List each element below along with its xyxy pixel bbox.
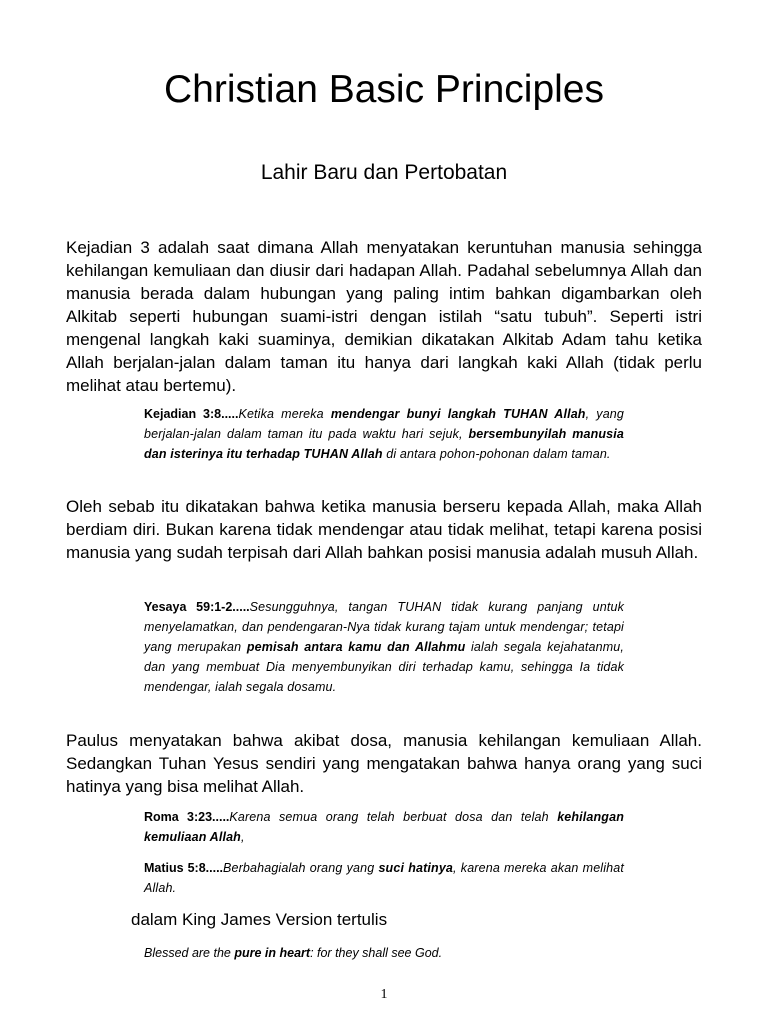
paragraph-paulus: Paulus menyatakan bahwa akibat dosa, manusia kehilangan kemuliaan Allah. Sedangkan Tuhan Yesus sendiri yang mengatakan bahwa hanya orang yang suci hatinya yang bisa melihat Allah.: [66, 731, 702, 796]
verse-kjv-matthew-5-8: [144, 943, 442, 963]
verse-kejadian-3-8: [144, 404, 624, 464]
verse-emphasis: pure in heart: [234, 946, 311, 960]
verse-reference: Kejadian 3:8.....: [144, 407, 239, 421]
paragraph-allah-berdiam: Oleh sebab itu dikatakan bahwa ketika manusia berseru kepada Allah, maka Allah berdiam diri. Bukan karena tidak mendengar atau tidak melihat, tetapi karena posisi manusia yang sudah terpisah dari Allah bahkan posisi manusia adalah musuh Allah.: [66, 497, 702, 562]
verse-text: , karena mereka akan melihat Allah.: [144, 861, 624, 895]
verse-roma-3-23: [144, 807, 624, 847]
section-subtitle: Lahir Baru dan Pertobatan: [260, 161, 508, 184]
verse-text: ialah segala kejahatanmu, dan yang membuat Dia menyembunyikan diri terhadap kamu, sehingga Ia tidak mendengar, ialah segala dosamu.: [144, 640, 624, 694]
verse-text: ,: [240, 830, 245, 844]
verse-text: : for they shall see God.: [310, 946, 443, 960]
verse-emphasis: bersembunyilah manusia dan isterinya itu terhadap TUHAN Allah: [144, 427, 624, 461]
verse-text: Sesungguhnya, tangan TUHAN tidak kurang panjang untuk menyelamatkan, dan pendengaran-Nya tidak kurang tajam untuk mendengar; tetapi yang merupakan: [144, 600, 624, 654]
verse-text: di antara pohon-pohonan dalam taman.: [382, 447, 611, 461]
verse-reference: Roma 3:23.....: [144, 810, 230, 824]
verse-yesaya-59-1-2: [144, 597, 624, 697]
verse-text: Berbahagialah orang yang: [223, 861, 379, 875]
paragraph-kejadian-3: Kejadian 3 adalah saat dimana Allah menyatakan keruntuhan manusia sehingga kehilangan kemuliaan dan diusir dari hadapan Allah. Padahal sebelumnya Allah dan manusia berada dalam hubungan yang paling intim bahkan digambarkan oleh Alkitab seperti hubungan suami-istri dengan istilah “satu tubuh”. Seperti istri mengenal langkah kaki suaminya, demikian dikatakan Alkitab Adam tahu ketika Allah berjalan-jalan dalam taman itu hanya dari langkah kaki Allah (tidak perlu melihat atau bertemu).: [66, 238, 702, 395]
verse-reference: Matius 5:8.....: [144, 861, 224, 875]
kjv-intro: dalam King James Version tertulis: [131, 910, 388, 929]
verse-reference: Yesaya 59:1-2.....: [144, 600, 250, 614]
verse-text: Karena semua orang telah berbuat dosa dan telah: [229, 810, 558, 824]
verse-text: Ketika mereka: [238, 407, 331, 421]
page-title: Christian Basic Principles: [164, 68, 604, 111]
verse-text: , yang berjalan-jalan dalam taman itu pada waktu hari sejuk,: [144, 407, 624, 441]
verse-emphasis: pemisah antara kamu dan Allahmu: [246, 640, 466, 654]
verse-emphasis: kehilangan kemuliaan Allah: [144, 810, 624, 844]
page-number: 1: [380, 987, 388, 1002]
verse-emphasis: mendengar bunyi langkah TUHAN Allah: [330, 407, 586, 421]
verse-emphasis: suci hatinya: [378, 861, 454, 875]
verse-matius-5-8: [144, 858, 624, 898]
verse-text: Blessed are the: [144, 946, 235, 960]
